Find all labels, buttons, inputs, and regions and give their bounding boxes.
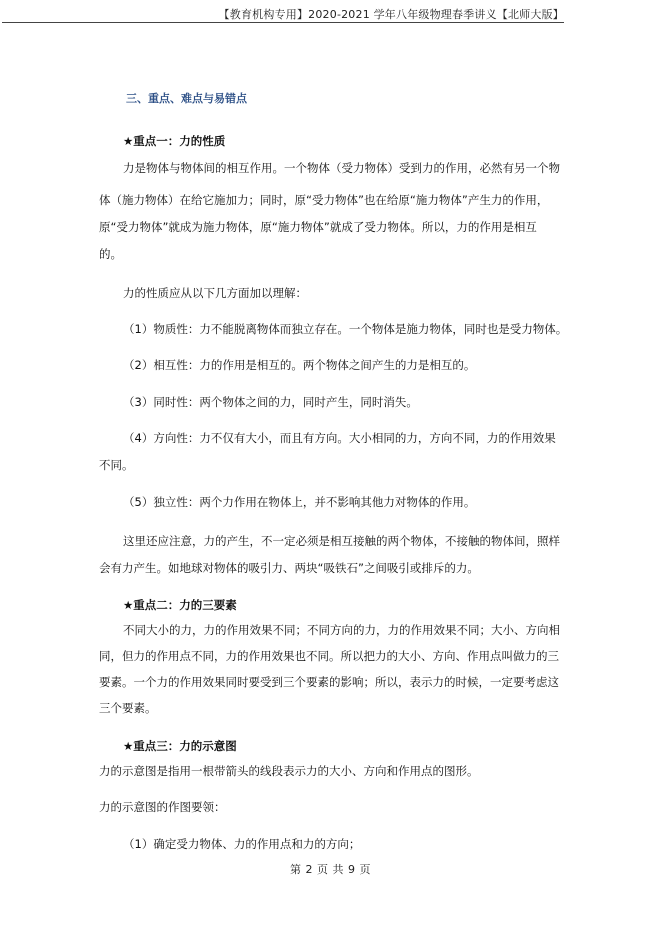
key2-line: 不同大小的力，力的作用效果不同；不同方向的力，力的作用效果不同；大小、方向相 xyxy=(123,623,560,637)
key1-heading: ★重点一：力的性质 xyxy=(123,134,226,148)
key2-heading: ★重点二：力的三要素 xyxy=(123,598,237,612)
page-header: 【教育机构专用】2020-2021 学年八年级物理春季讲义【北师大版】 xyxy=(218,8,564,21)
key3-line: 力的示意图的作图要领： xyxy=(99,800,226,814)
key1-p1-line: 原“受力物体”就成为施力物体，原“施力物体”就成了受力物体。所以，力的作用是相互 xyxy=(99,220,537,234)
key3-line: 力的示意图是指用一根带箭头的线段表示力的大小、方向和作用点的图形。 xyxy=(99,764,479,778)
key1-p1-line: 力是物体与物体间的相互作用。一个物体（受力物体）受到力的作用，必然有另一个物 xyxy=(123,161,560,175)
key1-item: （3）同时性：两个物体之间的力，同时产生，同时消失。 xyxy=(123,395,418,409)
key1-note-line: 这里还应注意，力的产生，不一定必须是相互接触的两个物体，不接触的物体间，照样 xyxy=(123,534,560,548)
key3-heading: ★重点三：力的示意图 xyxy=(123,739,237,753)
key1-item: （5）独立性：两个力作用在物体上，并不影响其他力对物体的作用。 xyxy=(123,495,476,509)
key2-line: 同，但力的作用点不同，力的作用效果也不同。所以把力的大小、方向、作用点叫做力的三 xyxy=(99,649,559,663)
key1-item: （2）相互性：力的作用是相互的。两个物体之间产生的力是相互的。 xyxy=(123,358,476,372)
key1-item: 不同。 xyxy=(99,458,134,472)
key1-item: （1）物质性：力不能脱离物体而独立存在。一个物体是施力物体，同时也是受力物体。 xyxy=(123,322,568,336)
key2-line: 要素。一个力的作用效果同时要受到三个要素的影响；所以，表示力的时候，一定要考虑这 xyxy=(99,675,559,689)
key2-line: 三个要素。 xyxy=(99,701,157,715)
key1-p1-line: 体（施力物体）在给它施加力；同时，原“受力物体”也在给原“施力物体”产生力的作用， xyxy=(99,193,549,207)
key1-intro: 力的性质应从以下几方面加以理解： xyxy=(123,286,307,300)
key3-line: （1）确定受力物体、力的作用点和力的方向； xyxy=(123,837,361,851)
section-title: 三、重点、难点与易错点 xyxy=(126,92,247,105)
key1-note-line: 会有力产生。如地球对物体的吸引力、两块“吸铁石”之间吸引或排斥的力。 xyxy=(99,561,479,575)
header-divider xyxy=(2,22,564,23)
key1-item: （4）方向性：力不仅有大小，而且有方向。大小相同的力，方向不同，力的作用效果 xyxy=(123,431,556,445)
page-number: 第 2 页 共 9 页 xyxy=(290,863,371,876)
key1-p1-line: 的。 xyxy=(99,247,122,261)
